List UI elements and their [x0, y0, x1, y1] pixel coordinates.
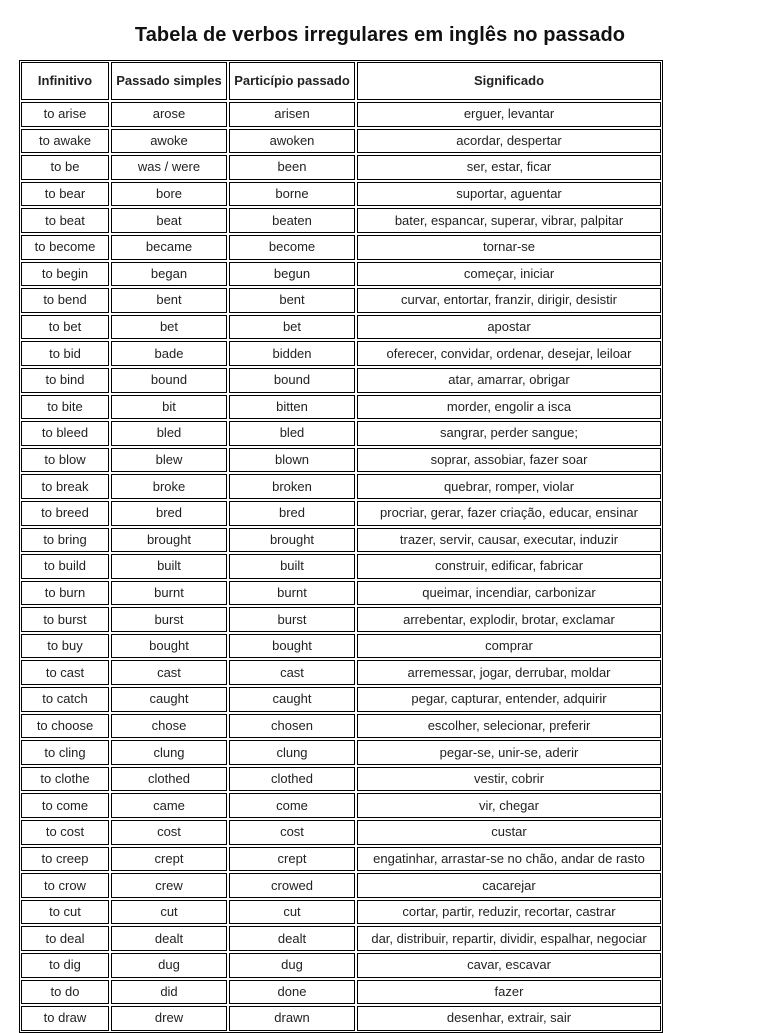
cell-infinitive: to buy [21, 634, 109, 659]
cell-infinitive: to break [21, 474, 109, 499]
cell-simple-past: brought [111, 528, 227, 553]
cell-simple-past: built [111, 554, 227, 579]
cell-infinitive: to be [21, 155, 109, 180]
cell-simple-past: bound [111, 368, 227, 393]
cell-past-participle: become [229, 235, 355, 260]
cell-past-participle: dealt [229, 926, 355, 951]
table-row [21, 793, 661, 818]
cell-simple-past: was / were [111, 155, 227, 180]
table-row [21, 288, 661, 313]
cell-simple-past: cast [111, 660, 227, 685]
table-row [21, 820, 661, 845]
cell-infinitive: to bet [21, 315, 109, 340]
header-infinitive: Infinitivo [21, 62, 109, 100]
cell-infinitive: to cling [21, 740, 109, 765]
cell-simple-past: crept [111, 847, 227, 872]
table-body [21, 102, 661, 1031]
cell-meaning: começar, iniciar [357, 262, 661, 287]
table-row [21, 767, 661, 792]
cell-simple-past: broke [111, 474, 227, 499]
cell-infinitive: to cost [21, 820, 109, 845]
cell-infinitive: to bring [21, 528, 109, 553]
cell-simple-past: arose [111, 102, 227, 127]
table-row [21, 900, 661, 925]
cell-simple-past: dealt [111, 926, 227, 951]
cell-meaning: dar, distribuir, repartir, dividir, espalhar, negociar [357, 926, 661, 951]
cell-past-participle: clothed [229, 767, 355, 792]
cell-infinitive: to breed [21, 501, 109, 526]
table-row [21, 554, 661, 579]
cell-meaning: arrebentar, explodir, brotar, exclamar [357, 607, 661, 632]
cell-meaning: escolher, selecionar, preferir [357, 714, 661, 739]
table-row [21, 873, 661, 898]
cell-simple-past: bit [111, 395, 227, 420]
cell-past-participle: drawn [229, 1006, 355, 1031]
cell-past-participle: built [229, 554, 355, 579]
cell-meaning: trazer, servir, causar, executar, induzir [357, 528, 661, 553]
cell-simple-past: bent [111, 288, 227, 313]
table-header-row [21, 62, 661, 100]
cell-meaning: procriar, gerar, fazer criação, educar, ensinar [357, 501, 661, 526]
cell-meaning: erguer, levantar [357, 102, 661, 127]
cell-infinitive: to bind [21, 368, 109, 393]
table-row [21, 953, 661, 978]
cell-infinitive: to cut [21, 900, 109, 925]
cell-infinitive: to bite [21, 395, 109, 420]
cell-past-participle: crowed [229, 873, 355, 898]
table-row [21, 847, 661, 872]
table-row [21, 581, 661, 606]
cell-simple-past: chose [111, 714, 227, 739]
cell-meaning: cortar, partir, reduzir, recortar, castrar [357, 900, 661, 925]
table-row [21, 262, 661, 287]
cell-meaning: acordar, despertar [357, 129, 661, 154]
cell-past-participle: dug [229, 953, 355, 978]
cell-past-participle: cut [229, 900, 355, 925]
cell-past-participle: chosen [229, 714, 355, 739]
cell-infinitive: to bid [21, 341, 109, 366]
cell-meaning: cavar, escavar [357, 953, 661, 978]
cell-infinitive: to clothe [21, 767, 109, 792]
cell-infinitive: to begin [21, 262, 109, 287]
cell-meaning: bater, espancar, superar, vibrar, palpitar [357, 208, 661, 233]
cell-past-participle: beaten [229, 208, 355, 233]
verb-table [19, 60, 663, 1033]
cell-past-participle: bitten [229, 395, 355, 420]
cell-infinitive: to deal [21, 926, 109, 951]
cell-meaning: custar [357, 820, 661, 845]
table-row [21, 395, 661, 420]
cell-past-participle: cast [229, 660, 355, 685]
cell-simple-past: burnt [111, 581, 227, 606]
cell-simple-past: became [111, 235, 227, 260]
cell-meaning: suportar, aguentar [357, 182, 661, 207]
cell-infinitive: to beat [21, 208, 109, 233]
cell-past-participle: awoken [229, 129, 355, 154]
cell-simple-past: began [111, 262, 227, 287]
cell-meaning: soprar, assobiar, fazer soar [357, 448, 661, 473]
cell-past-participle: bled [229, 421, 355, 446]
cell-simple-past: bought [111, 634, 227, 659]
cell-past-participle: bought [229, 634, 355, 659]
table-row [21, 1006, 661, 1031]
header-simple-past: Passado simples [111, 62, 227, 100]
table-row [21, 368, 661, 393]
cell-past-participle: done [229, 980, 355, 1005]
cell-meaning: vir, chegar [357, 793, 661, 818]
cell-infinitive: to arise [21, 102, 109, 127]
cell-meaning: queimar, incendiar, carbonizar [357, 581, 661, 606]
cell-past-participle: been [229, 155, 355, 180]
cell-infinitive: to catch [21, 687, 109, 712]
cell-simple-past: blew [111, 448, 227, 473]
cell-meaning: morder, engolir a isca [357, 395, 661, 420]
header-past-participle: Particípio passado [229, 62, 355, 100]
cell-meaning: construir, edificar, fabricar [357, 554, 661, 579]
cell-past-participle: caught [229, 687, 355, 712]
cell-meaning: tornar-se [357, 235, 661, 260]
cell-simple-past: cut [111, 900, 227, 925]
cell-simple-past: bred [111, 501, 227, 526]
cell-past-participle: bound [229, 368, 355, 393]
table-row [21, 235, 661, 260]
cell-simple-past: awoke [111, 129, 227, 154]
cell-meaning: sangrar, perder sangue; [357, 421, 661, 446]
table-row [21, 714, 661, 739]
cell-meaning: pegar, capturar, entender, adquirir [357, 687, 661, 712]
cell-past-participle: borne [229, 182, 355, 207]
table-row [21, 341, 661, 366]
header-meaning: Significado [357, 62, 661, 100]
cell-past-participle: cost [229, 820, 355, 845]
cell-simple-past: cost [111, 820, 227, 845]
cell-meaning: ser, estar, ficar [357, 155, 661, 180]
cell-meaning: arremessar, jogar, derrubar, moldar [357, 660, 661, 685]
table-row [21, 421, 661, 446]
cell-past-participle: crept [229, 847, 355, 872]
table-row [21, 634, 661, 659]
cell-past-participle: bidden [229, 341, 355, 366]
table-row [21, 660, 661, 685]
cell-infinitive: to draw [21, 1006, 109, 1031]
cell-meaning: cacarejar [357, 873, 661, 898]
cell-simple-past: clothed [111, 767, 227, 792]
cell-infinitive: to creep [21, 847, 109, 872]
cell-simple-past: did [111, 980, 227, 1005]
cell-meaning: vestir, cobrir [357, 767, 661, 792]
table-row [21, 528, 661, 553]
cell-infinitive: to do [21, 980, 109, 1005]
cell-simple-past: bore [111, 182, 227, 207]
cell-meaning: desenhar, extrair, sair [357, 1006, 661, 1031]
cell-infinitive: to awake [21, 129, 109, 154]
cell-past-participle: arisen [229, 102, 355, 127]
cell-meaning: pegar-se, unir-se, aderir [357, 740, 661, 765]
table-row [21, 687, 661, 712]
cell-meaning: curvar, entortar, franzir, dirigir, desistir [357, 288, 661, 313]
cell-meaning: apostar [357, 315, 661, 340]
cell-meaning: atar, amarrar, obrigar [357, 368, 661, 393]
cell-infinitive: to choose [21, 714, 109, 739]
table-row [21, 926, 661, 951]
cell-infinitive: to become [21, 235, 109, 260]
cell-past-participle: burnt [229, 581, 355, 606]
cell-past-participle: blown [229, 448, 355, 473]
table-row [21, 102, 661, 127]
cell-infinitive: to come [21, 793, 109, 818]
table-row [21, 501, 661, 526]
cell-infinitive: to bleed [21, 421, 109, 446]
cell-simple-past: crew [111, 873, 227, 898]
cell-simple-past: came [111, 793, 227, 818]
cell-simple-past: bade [111, 341, 227, 366]
cell-past-participle: broken [229, 474, 355, 499]
page-title: Tabela de verbos irregulares em inglês no passado [134, 24, 626, 46]
cell-past-participle: come [229, 793, 355, 818]
cell-past-participle: begun [229, 262, 355, 287]
cell-meaning: fazer [357, 980, 661, 1005]
cell-meaning: comprar [357, 634, 661, 659]
cell-infinitive: to cast [21, 660, 109, 685]
cell-simple-past: beat [111, 208, 227, 233]
table-row [21, 129, 661, 154]
cell-past-participle: bent [229, 288, 355, 313]
cell-past-participle: bred [229, 501, 355, 526]
cell-past-participle: brought [229, 528, 355, 553]
cell-infinitive: to blow [21, 448, 109, 473]
cell-simple-past: dug [111, 953, 227, 978]
cell-meaning: oferecer, convidar, ordenar, desejar, leiloar [357, 341, 661, 366]
cell-simple-past: caught [111, 687, 227, 712]
cell-simple-past: clung [111, 740, 227, 765]
cell-infinitive: to build [21, 554, 109, 579]
table-row [21, 607, 661, 632]
table-row [21, 155, 661, 180]
verb-table-frame [19, 60, 663, 1033]
cell-meaning: quebrar, romper, violar [357, 474, 661, 499]
cell-past-participle: bet [229, 315, 355, 340]
cell-infinitive: to bend [21, 288, 109, 313]
table-row [21, 474, 661, 499]
table-row [21, 208, 661, 233]
table-row [21, 448, 661, 473]
cell-infinitive: to burst [21, 607, 109, 632]
table-row [21, 740, 661, 765]
cell-infinitive: to bear [21, 182, 109, 207]
cell-simple-past: bled [111, 421, 227, 446]
table-row [21, 315, 661, 340]
table-row [21, 182, 661, 207]
cell-infinitive: to burn [21, 581, 109, 606]
cell-infinitive: to crow [21, 873, 109, 898]
cell-meaning: engatinhar, arrastar-se no chão, andar de rasto [357, 847, 661, 872]
table-row [21, 980, 661, 1005]
cell-past-participle: burst [229, 607, 355, 632]
cell-simple-past: bet [111, 315, 227, 340]
cell-infinitive: to dig [21, 953, 109, 978]
cell-past-participle: clung [229, 740, 355, 765]
cell-simple-past: drew [111, 1006, 227, 1031]
cell-simple-past: burst [111, 607, 227, 632]
